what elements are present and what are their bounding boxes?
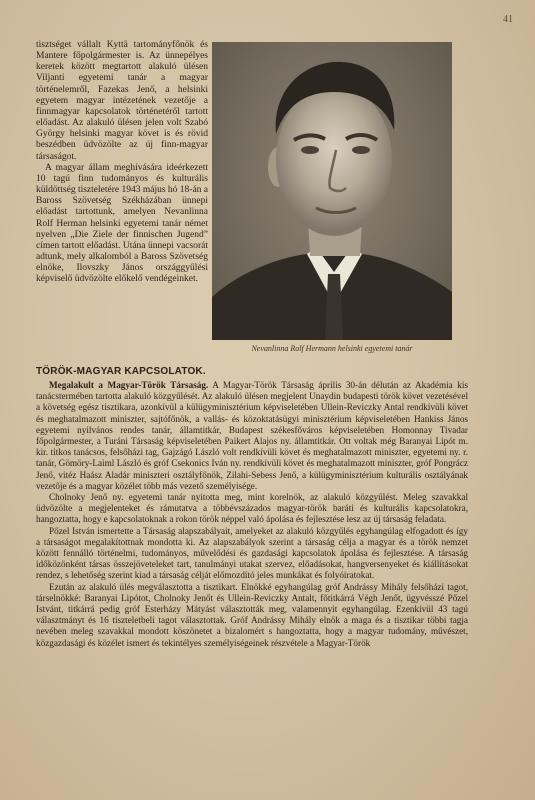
article-paragraph-2: Cholnoky Jenő ny. egyetemi tanár nyitotta meg, mint korelnök, az alakuló közgyűlést. Meleg szavakkal üdvözölte a megjelenteket és rámutatva a többévszázados magyar-török baráti és kulturális kapcsolatokra, hangoztatta, hogy e kapcsolatoknak a rokon török néppel való ápolása és fejlesztése lesz az új társaság feladata. [36,492,468,525]
article-paragraph-3: Pőzel István ismertette a Társaság alapszabályait, amelyeket az alakuló közgyűlés egyhangúlag elfogadott és így a társaságot megalakítottnak mondotta ki. Az alapszabályok szerint a társaság célja a magyar és a török nemzet között fennálló történelmi, tudományos, művelődési és gazdasági kapcsolatok ápolása és fejlesztése. A társaság időközönként társas összejöveteleket tart, tanulmányi utakat szervez, előadásokat, hangversenyeket és kiállításokat rendez, s lehetőség szerint kiad a társaság célját előmozdító jeles munkákat és folyóiratokat. [36,525,468,581]
portrait-photo [212,42,452,340]
photo-caption: Nevanlinna Rolf Hermann helsinki egyetemi tanár [251,344,413,353]
portrait-illustration [212,42,452,340]
section-title: TÖRÖK-MAGYAR KAPCSOLATOK. [36,366,206,377]
article-paragraph-1 [36,380,468,492]
paragraph-text: A Magyar-Török Társaság április 30-án délután az Akadémia kis tanácstermében tartotta alakuló közgyűlését. Az alakuló ülésen megjelent Unaydin budapesti török követ vezetésével a követség egész tisztikara, azonkívül a külügyminisztérium képviseletében Ullein-Reviczky Antal rendkívüli követ és meghatalmazott miniszter, sajtófőnök, a vallás- és közoktatásügyi minisztérium képviseletében Hankiss János egyetemi nyilvános rendes tanár, államtitkár, Budapest székesfőváros képviseletében Homonnay Tivadar főpolgármester, a Turáni Társaság képviseletében Paikert Alajos ny. államtitkár. Ott voltak még Baranyai Lipót m. kir. titkos tanácsos, felsőházi tag, Gajzágó László volt rendkívüli követ és meghatalmazott miniszter, egyetemi ny. r. tanár, Gömöry-Laiml László és gróf Csekonics Iván ny. rendkívüli követ és meghatalmazott miniszter, gróf Pongrácz Jenő, vitéz Haász Aladár miniszteri osztályfőnök, Zilahi-Sebess Jenő, a külügyminisztérium kulturális osztályának vezetője és a magyar közélet több más vezető személyisége. [36,380,468,491]
article-paragraph-4: Ezután az alakuló ülés megválasztotta a tisztikart. Elnökké egyhangúlag gróf Andrássy Mihály felsőházi tagot, társelnökké: Baranyai Lipótot, Cholnoky Jenőt és Ullein-Reviczky Antalt, főtitkárrá Végh Jenőt, ügyvésszé Pőzel Istvánt, titkárrá pedig gróf Esterházy Mátyást választották meg, valamennyit egyhangúlag. Ezenkívül 43 tagú választmányt és 16 tiszteletbeli tagot választottak. Gróf Andrássy Mihály elnök a maga és a tisztikar többi tagja nevében meleg szavakkal mondott köszönetet a bizalomért s hangoztatta, hogy a magyar tudomány, művészet, közgazdasági és közélet ismert és tekintélyes személyiségeinek részvétele a Magyar-Török [36,581,468,648]
page-number: 41 [503,14,513,25]
paragraph-lead: Megalakult a Magyar-Török Társaság. [49,380,209,390]
left-column [36,40,208,285]
left-paragraph-1: tisztséget vállalt Kyttä tartományfőnök és Mantere főpolgármester is. Az ünnepélyes keretek között megtartott alakuló ülésen Viljanti egyetemi tanár a magyar történelemről, Fazekas Jenő, a helsinki egyetem magyar intézetének vezetője a finnmagyar kapcsolatok történetéről tartott előadást. Az alakuló ülésen jelen volt Szabó György helsinki magyar követ is és rövid beszédben üdvözölte az új finn-magyar társaságot. [36,40,208,162]
left-paragraph-2: A magyar állam meghívására ideérkezett 10 tagú finn tudományos és kulturális küldöttség tiszteletére 1943 május hó 18-án a Baross Szövetség Székházában ünnepi előadást tartottunk, amelyen Nevanlinna Rolf Herman helsinki egyetemi tanár német nyelven „Die Ziele der finnischen Jugend” címen tartott előadást. Utána ünnepi vacsorát adtunk, mely alkalomból a Baross Szövetség elnöke, Ilovszky János országgyűlési képviselő üdvözölte előkelő vendégeinket. [36,162,209,285]
article-body [36,380,468,649]
